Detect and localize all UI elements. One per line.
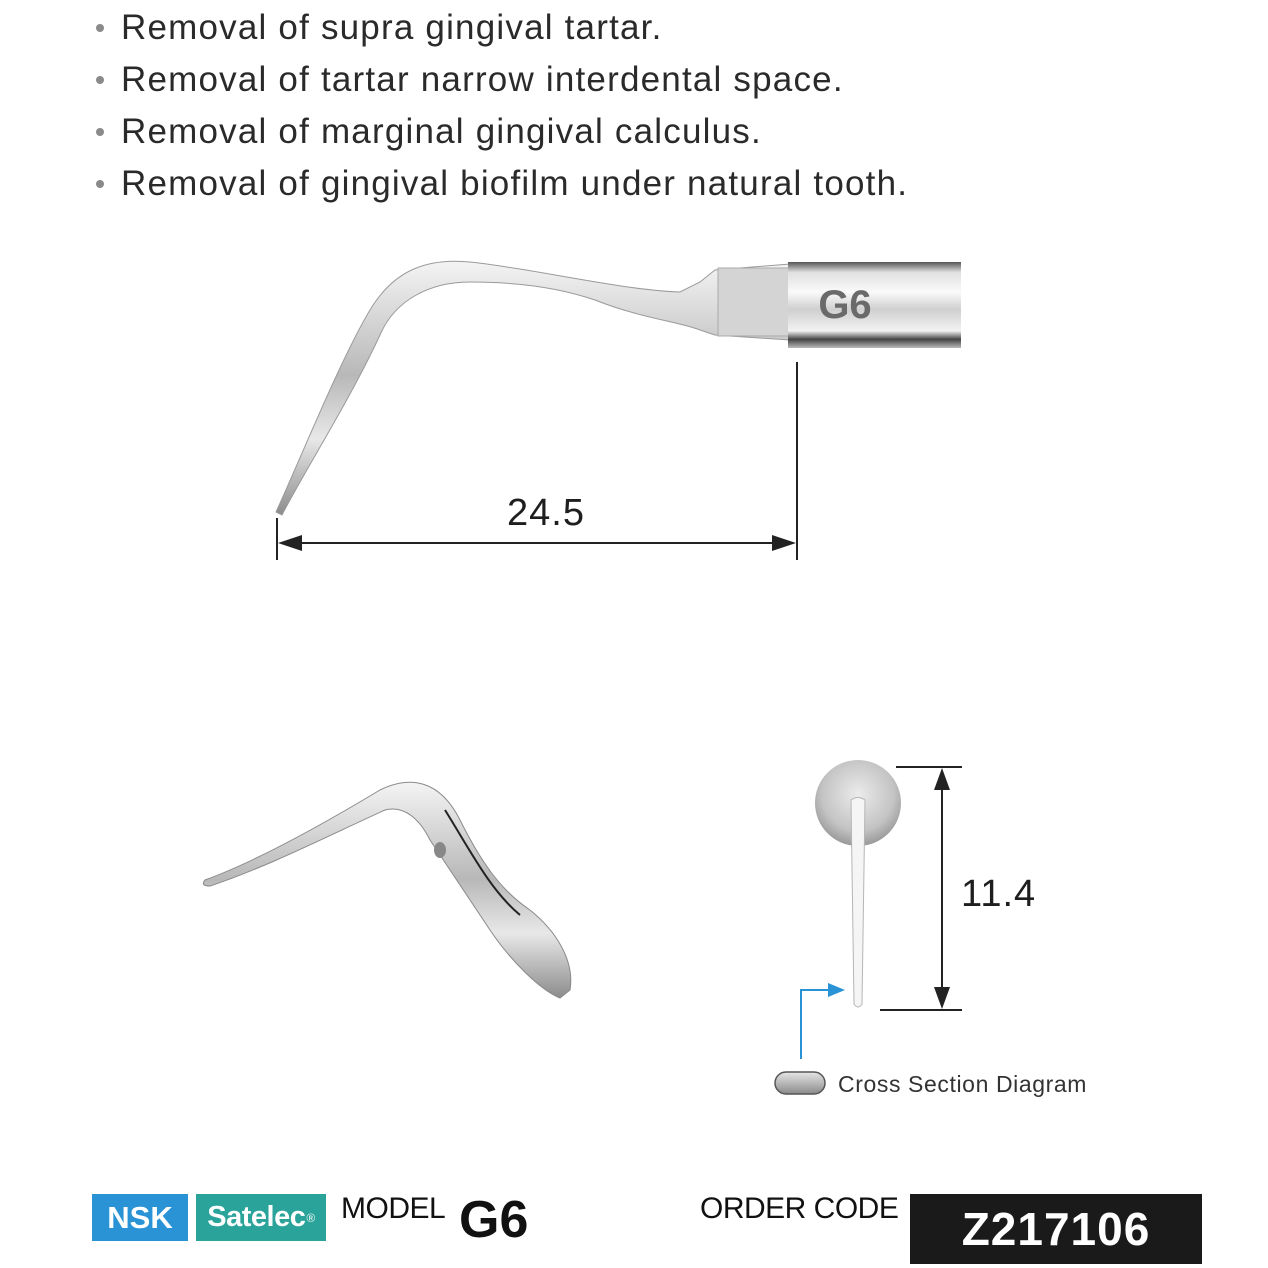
- nsk-logo: NSK: [92, 1194, 188, 1241]
- order-code-label: ORDER CODE: [700, 1192, 899, 1225]
- arrow-up-icon: [934, 768, 950, 790]
- feature-item: Removal of tartar narrow interdental space.: [92, 54, 908, 106]
- arrow-left-icon: [278, 535, 302, 551]
- cross-section-view: [815, 760, 901, 1007]
- cross-section-shape-icon: [775, 1072, 825, 1094]
- engraving-text: G6: [818, 283, 872, 327]
- cross-section-label: Cross Section Diagram: [838, 1071, 1088, 1097]
- feature-item: Removal of marginal gingival calculus.: [92, 106, 908, 158]
- model-value: G6: [459, 1191, 529, 1249]
- satelec-logo: Satelec ®: [196, 1194, 326, 1241]
- arrow-down-icon: [934, 987, 950, 1009]
- arrow-right-icon: [772, 535, 796, 551]
- cross-section-pointer: [801, 983, 845, 1059]
- arrow-right-icon: [828, 983, 845, 997]
- tip-perspective-view: [203, 782, 570, 998]
- tip-side-view: [276, 261, 961, 515]
- feature-item: Removal of gingival biofilm under natural tooth.: [92, 158, 908, 210]
- feature-item: Removal of supra gingival tartar.: [92, 2, 908, 54]
- height-dimension-label: 11.4: [961, 873, 1037, 915]
- model-label: MODEL: [341, 1192, 446, 1225]
- length-dimension-label: 24.5: [507, 492, 585, 534]
- order-code-value: Z217106: [910, 1194, 1202, 1264]
